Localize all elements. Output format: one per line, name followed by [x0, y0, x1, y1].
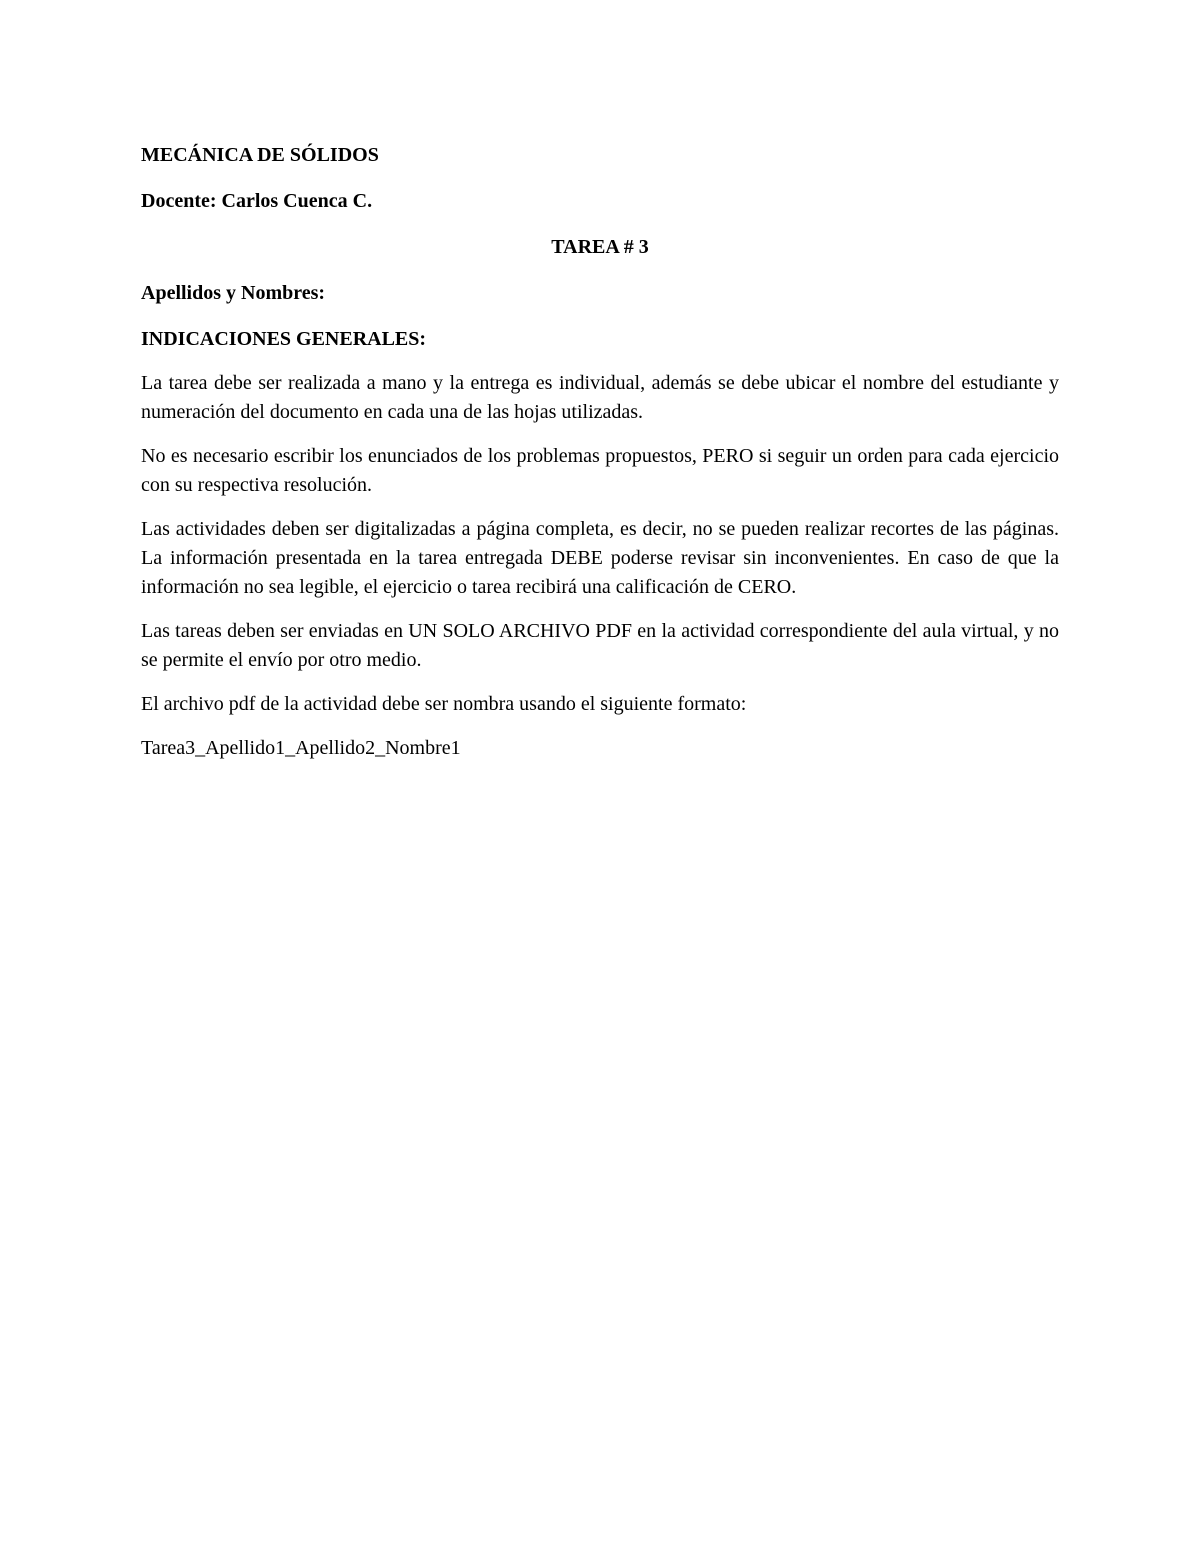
instruction-paragraph-digitalization: Las actividades deben ser digitalizadas a página completa, es decir, no se pueden realizar recortes de las páginas. La información presentada en la tarea entregada DEBE poderse revisar sin inconvenientes. En caso de que la información no sea legible, el ejercicio o tarea recibirá una calificación de CERO.	[141, 518, 1059, 598]
instruction-paragraph-handwritten: La tarea debe ser realizada a mano y la entrega es individual, además se debe ubicar el nombre del estudiante y numeración del documento en cada una de las hojas utilizadas.	[141, 372, 1059, 423]
instruction-paragraph-submission: Las tareas deben ser enviadas en UN SOLO ARCHIVO PDF en la actividad correspondiente del aula virtual, y no se permite el envío por otro medio.	[141, 620, 1059, 671]
filename-format: Tarea3_Apellido1_Apellido2_Nombre1	[141, 737, 461, 759]
teacher-line: Docente: Carlos Cuenca C.	[141, 190, 373, 212]
course-title: MECÁNICA DE SÓLIDOS	[141, 144, 379, 166]
task-title: TAREA # 3	[551, 236, 649, 258]
instruction-paragraph-filename: El archivo pdf de la actividad debe ser nombra usando el siguiente formato:	[141, 693, 747, 715]
document-content	[141, 141, 1059, 763]
general-indications-heading: INDICACIONES GENERALES:	[141, 328, 427, 350]
student-name-label: Apellidos y Nombres:	[141, 282, 326, 304]
instruction-paragraph-order: No es necesario escribir los enunciados de los problemas propuestos, PERO si seguir un orden para cada ejercicio con su respectiva resolución.	[141, 445, 1059, 496]
